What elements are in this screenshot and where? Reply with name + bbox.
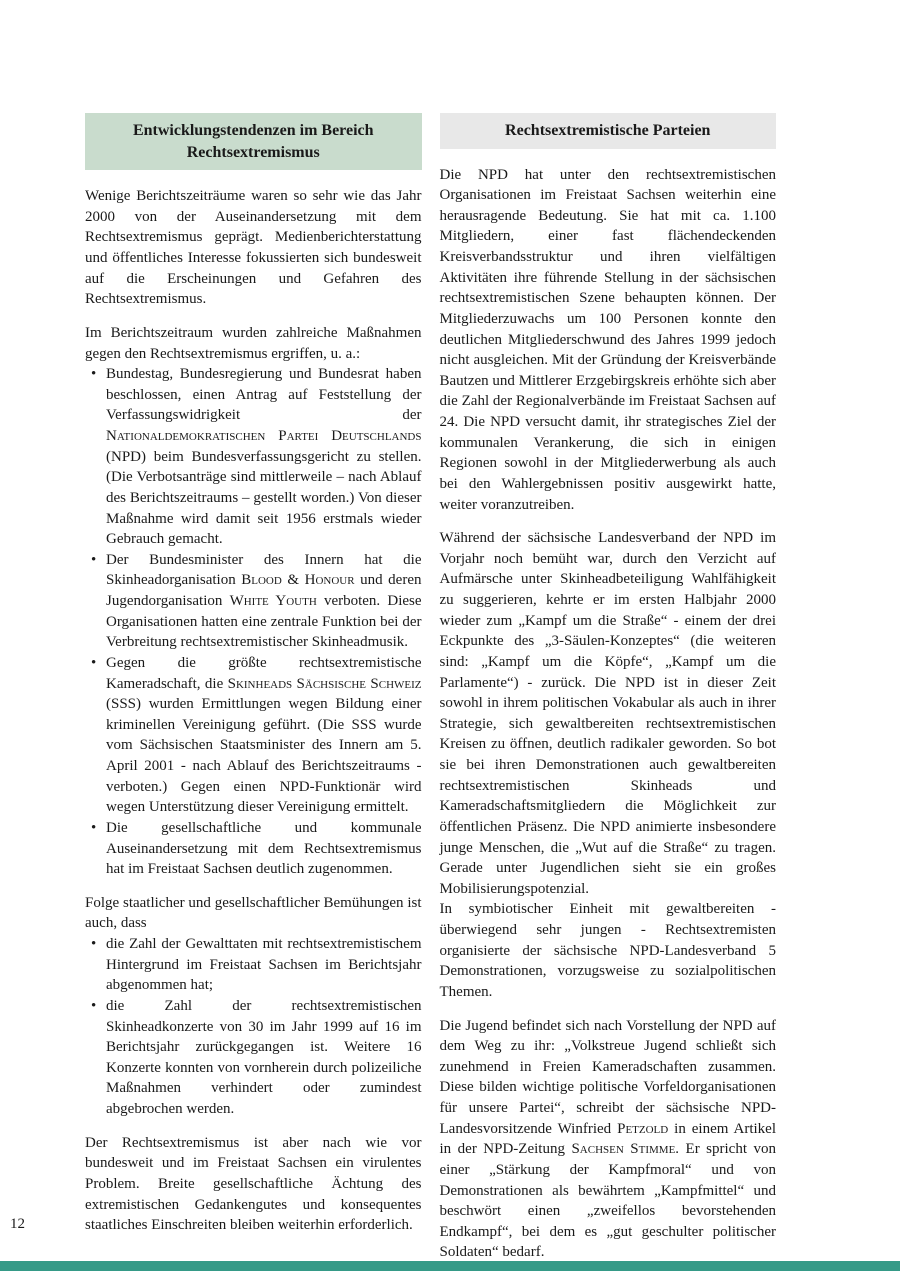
paragraph-kampf: Während der sächsische Landesverband der NPD im Vorjahr noch bemüht war, durch den Verzicht auf Aufmärsche unter Skinheadbeteiligung Wahlfähigkeit zu suggerieren, kehrte er im ersten Halbjahr 2000 wieder zum „Kampf um die Straße“ - einem der drei Eckpunkte des „3-Säulen-Konzeptes“ (die weiteren sind: „Kampf um die Köpfe“, „Kampf um die Parlamente“) - zurück. Die NPD ist in dieser Zeit sowohl in ihrem politischen Vokabular als auch in ihrer Strategie, sich gewaltbereiten rechtsextremistischen Kreisen zu öffnen, deutlich radikaler geworden. So bot sie bei ihren Demonstrationen auch gewaltbereiten rechtsextremistischen Skinheads und Kameradschaftsmitgliedern die Möglichkeit zur öffentlichen Präsenz. Die NPD animierte insbesondere junge Menschen, die „Wut auf die Straße“ zu tragen. Gerade unter Jugendlichen sieht sie ein großes Mobilisierungspotenzial. (439, 530, 776, 897)
list-item-text: die Zahl der Gewalttaten mit rechtsextremistischem Hintergrund im Freistaat Sachsen im Berichtsjahr abgenommen hat; (106, 936, 422, 994)
section-header-parteien: Rechtsextremistische Parteien (440, 113, 777, 149)
paragraph-measures-lead: Im Berichtszeitraum wurden zahlreiche Maßnahmen gegen den Rechtsextremismus ergriffen, u. a.: (85, 324, 422, 362)
right-column (440, 113, 777, 1263)
list-item-text: die Zahl der rechtsextremistischen Skinheadkonzerte von 30 im Jahr 1999 auf 16 im Berichtsjahr zurückgegangen ist. Weitere 16 Konzerte konnten von vornherein durch polizeiliche Maßnahmen verhindert oder zumindest abgebrochen werden. (106, 997, 422, 1118)
bullet-marker: • (91, 654, 97, 671)
page-number: 12 (10, 1216, 25, 1232)
bullet-marker: • (91, 366, 97, 383)
paragraph-jugend: Die Jugend befindet sich nach Vorstellung der NPD auf dem Weg zu ihr: „Volkstreue Jugend schließt sich zunehmend in Freien Kameradschaften zusammen. Diese bilden wichtige politische Vorfeldorganisationen für unsere Partei“, schreibt der sächsische NPD-Landesvorsitzende Winfried Petzold in einem Artikel in der NPD-Zeitung Sachsen Stimme. Er spricht von einer „Stärkung der Kampfmoral“ und von Demonstrationen als bewährtem „Kampfmittel“ und beschwört einen „zweifellos bevorstehenden Endkampf“, bei dem es „gut geschulter politischer Soldaten“ bedarf. (439, 1017, 776, 1261)
list-item (91, 996, 422, 1120)
list-item-text: Bundestag, Bundesregierung und Bundesrat haben beschlossen, einen Antrag auf Feststellung der Verfassungswidrigkeit der Nationaldemokratischen Partei Deutschlands (NPD) beim Bundesverfassungsgericht zu stellen. (Die Verbotsanträge sind mittlerweile – nach Ablauf des Berichtszeitraums – gestellt worden.) Von dieser Maßnahme wird damit seit 1956 erstmals wieder Gebrauch gemacht. (106, 366, 422, 548)
list-item (91, 653, 422, 818)
bullet-marker: • (91, 819, 97, 836)
list-item-text: Die gesellschaftliche und kommunale Auseinandersetzung mit dem Rechtsextremismus hat im Freistaat Sachsen deutlich zugenommen. (106, 819, 422, 878)
bullet-marker: • (91, 551, 97, 568)
list-item-text: Gegen die größte rechtsextremistische Kameradschaft, die Skinheads Sächsische Schweiz (SSS) wurden Ermittlungen wegen Bildung einer kriminellen Vereinigung geführt. (Die SSS wurde vom Sächsischen Staatsminister des Innern am 5. April 2001 - nach Ablauf des Berichtszeitraums - verboten.) Gegen einen NPD-Funktionär wird wegen Unterstützung dieser Vereinigung ermittelt. (106, 654, 422, 816)
bullet-marker: • (91, 997, 97, 1014)
list-item-text: Der Bundesminister des Innern hat die Skinheadorganisation Blood & Honour und deren Jugendorganisation White Youth verboten. Diese Organisationen hatten eine zentrale Funktion bei der Verbreitung rechtsextremistischer Skinheadmusik. (106, 551, 422, 651)
list-item (91, 550, 422, 653)
list-item (91, 364, 422, 550)
paragraph-intro: Wenige Berichtszeiträume waren so sehr wie das Jahr 2000 von der Auseinandersetzung mit dem Rechtsextremismus geprägt. Medienberichterstattung und öffentliches Interesse fokussierten sich bundesweit auf die Erscheinungen und Gefahren des Rechtsextremismus. (85, 188, 422, 308)
left-column (85, 113, 422, 1263)
paragraph-final: Der Rechtsextremismus ist aber nach wie vor bundesweit und im Freistaat Sachsen ein virulentes Problem. Breite gesellschaftliche Ächtung des extremistischen Gedankengutes und konsequentes staatliches Einschreiten bleiben weiterhin erforderlich. (85, 1134, 422, 1234)
bullet-list-measures (85, 364, 422, 880)
footer-bar (0, 1261, 900, 1271)
paragraph-npd: Die NPD hat unter den rechtsextremistischen Organisationen im Freistaat Sachsen weiterhin eine herausragende Bedeutung. Sie hat mit ca. 1.100 Mitgliedern, einer fast flächendeckenden Kreisverbandsstruktur und ihren vielfältigen Aktivitäten ihre führende Stellung in der sächsischen rechtsextremistischen Szene behaupten können. Der Mitgliederzuwachs um 100 Personen konnte den deutlichen Mitgliederschwund des Jahres 1999 jedoch nicht ausgleichen. Mit der Gründung der Kreisverbände Bautzen und Mittlerer Erzgebirgskreis erhöhte sich aber die Zahl der Regionalverbände im Freistaat Sachsen auf 24. Die NPD versucht damit, ihr strategisches Ziel der kommunalen Verankerung, die sich in einigen Regionen sowohl in der Mitgliederwerbung als auch bei den Wahlergebnissen positiv ausgewirkt hatte, weiter voranzutreiben. (439, 166, 776, 513)
bullet-list-folge (85, 934, 422, 1120)
paragraph-folge-lead: Folge staatlicher und gesellschaftlicher Bemühungen ist auch, dass (85, 894, 422, 932)
section-header-entwicklungstendenzen: Entwicklungstendenzen im Bereich Rechtsextremismus (85, 113, 422, 170)
bullet-marker: • (91, 936, 97, 953)
list-item (91, 818, 422, 880)
paragraph-symbiose: In symbiotischer Einheit mit gewaltbereiten - überwiegend sehr jungen - Rechtsextremisten organisierte der sächsische NPD-Landesverband 5 Demonstrationen, vorzugsweise zu sozialpolitischen Themen. (439, 901, 776, 1000)
list-item (91, 934, 422, 996)
